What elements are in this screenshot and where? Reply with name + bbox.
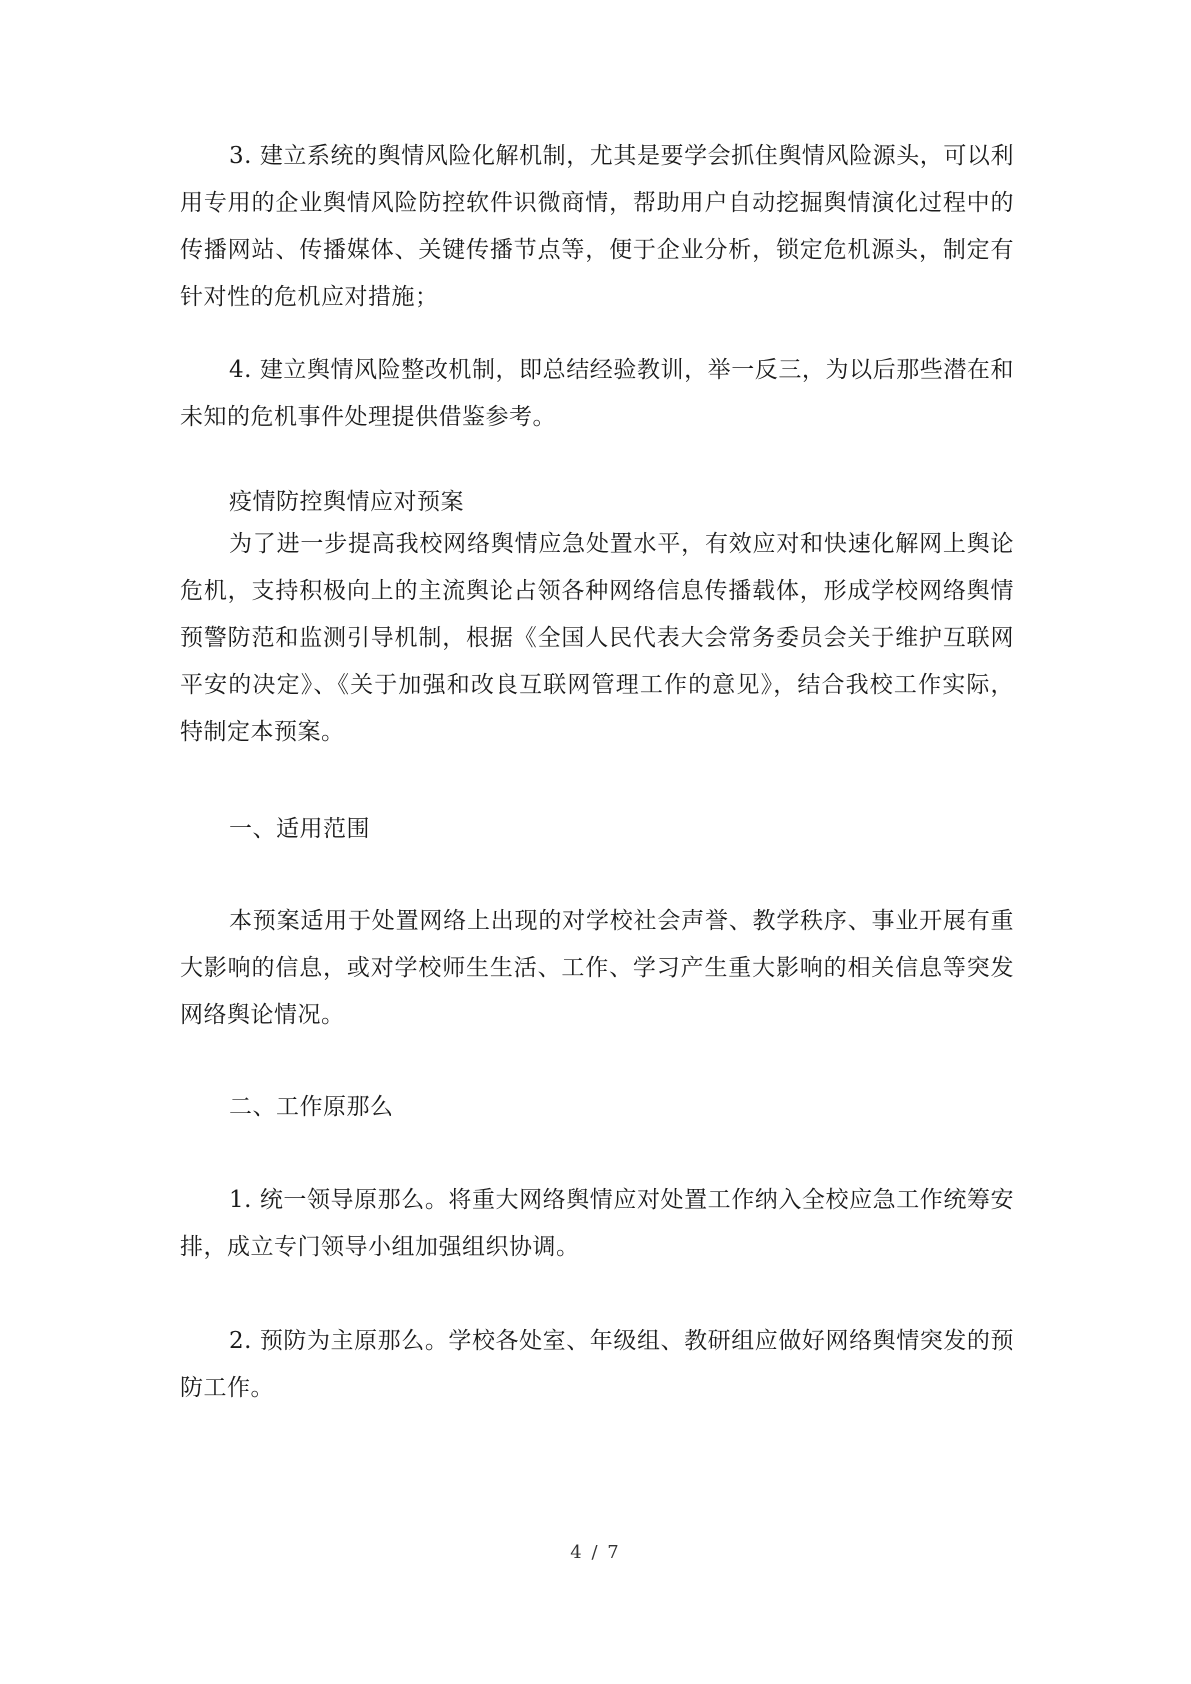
paragraph-item-4: 4. 建立舆情风险整改机制，即总结经验教训，举一反三，为以后那些潜在和未知的危机事件处理提供借鉴参考。 (180, 357, 1014, 430)
scope-paragraph: 本预案适用于处置网络上出现的对学校社会声誉、教学秩序、事业开展有重大影响的信息，或对学校师生生活、工作、学习产生重大影响的相关信息等突发网络舆论情况。 (180, 908, 1014, 1028)
heading-scope: 一、适用范围 (229, 816, 370, 842)
intro-paragraph: 为了进一步提高我校网络舆情应急处置水平，有效应对和快速化解网上舆论危机，支持积极向上的主流舆论占领各种网络信息传播载体，形成学校网络舆情预警防范和监测引导机制，根据《全国人民代表大会常务委员会关于维护互联网平安的决定》、《关于加强和改良互联网管理工作的意见》，结合我校工作实际，特制定本预案。 (180, 531, 1014, 745)
principle-item-2: 2. 预防为主原那么。学校各处室、年级组、教研组应做好网络舆情突发的预防工作。 (180, 1328, 1014, 1401)
section-title: 疫情防控舆情应对预案 (229, 489, 464, 515)
principle-item-1: 1. 统一领导原那么。将重大网络舆情应对处置工作纳入全校应急工作统筹安排，成立专门领导小组加强组织协调。 (180, 1187, 1014, 1260)
page-number: 4 / 7 (570, 1542, 621, 1563)
paragraph-item-3: 3. 建立系统的舆情风险化解机制，尤其是要学会抓住舆情风险源头，可以利用专用的企业舆情风险防控软件识微商情，帮助用户自动挖掘舆情演化过程中的传播网站、传播媒体、关键传播节点等，便于企业分析，锁定危机源头，制定有针对性的危机应对措施； (180, 143, 1014, 310)
heading-principles: 二、工作原那么 (229, 1094, 394, 1120)
